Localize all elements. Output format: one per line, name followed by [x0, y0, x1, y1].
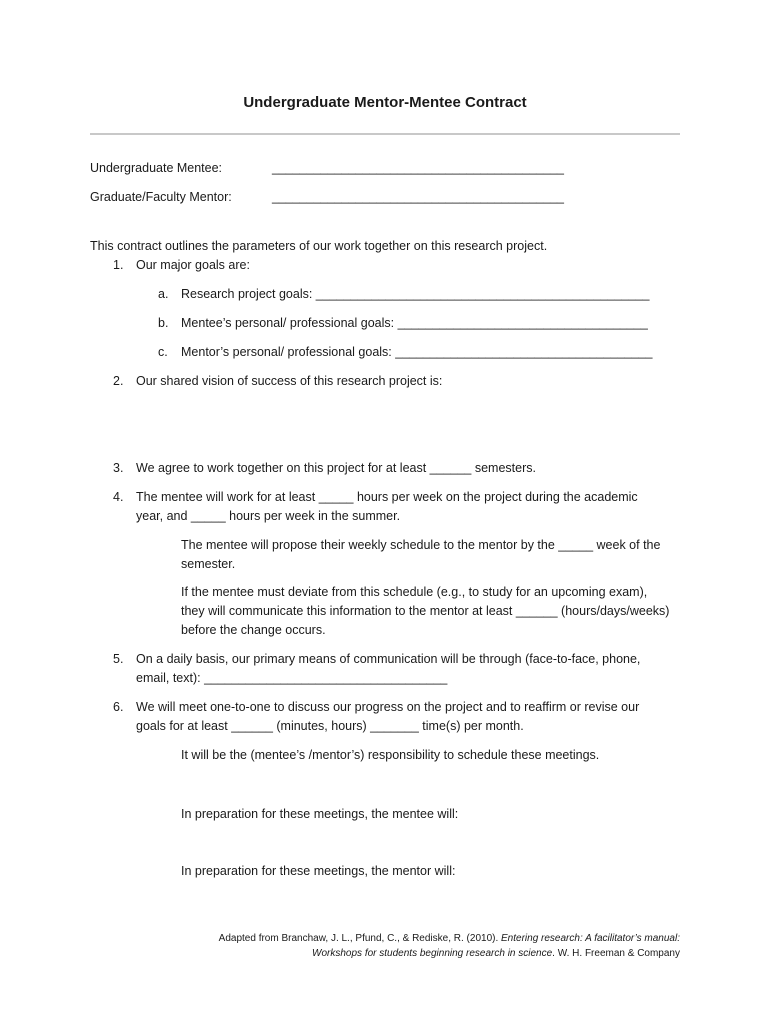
item-1c-text: Mentor’s personal/ professional goals: _____________________________________	[181, 345, 653, 359]
item-1a-text: Research project goals: ________________________________________________	[181, 287, 650, 301]
citation-line-2	[219, 946, 680, 961]
citation-publisher: . W. H. Freeman & Company	[552, 948, 680, 959]
page-title: Undergraduate Mentor-Mentee Contract	[243, 94, 527, 111]
item-1b-letter: b.	[158, 316, 169, 330]
item-4-text: The mentee will work for at least _____ hours per week on the project during the academic year, and _____ hours per week in the summer.	[136, 490, 638, 523]
item-6-responsibility-text: It will be the (mentee’s /mentor’s) responsibility to schedule these meetings.	[181, 748, 600, 762]
citation-line-1	[219, 931, 680, 946]
citation-title-part1: Entering research: A facilitator’s manual:	[501, 933, 680, 944]
mentor-label: Graduate/Faculty Mentor:	[90, 190, 232, 204]
item-4-deviation-text: If the mentee must deviate from this schedule (e.g., to study for an upcoming exam), they will communicate this information to the mentor at least ______ (hours/days/weeks) before the change occurs.	[181, 585, 670, 637]
intro-text: This contract outlines the parameters of our work together on this research project.	[90, 239, 548, 253]
item-1-number: 1.	[113, 258, 124, 272]
item-1-text: Our major goals are:	[136, 258, 250, 272]
item-5-text: On a daily basis, our primary means of communication will be through (face-to-face, phone, email, text): ___________________________________	[136, 652, 641, 685]
item-4-number: 4.	[113, 490, 124, 504]
title-divider	[90, 133, 680, 135]
item-3-number: 3.	[113, 461, 124, 475]
item-6-number: 6.	[113, 700, 124, 714]
citation-footer	[219, 931, 680, 961]
item-6-text: We will meet one-to-one to discuss our progress on the project and to reaffirm or revise our goals for at least ______ (minutes, hours) _______ time(s) per month.	[136, 700, 640, 733]
mentee-blank: __________________________________________	[272, 161, 564, 175]
item-3-text: We agree to work together on this project for at least ______ semesters.	[136, 461, 536, 475]
citation-title-part2: Workshops for students beginning research in science	[312, 948, 553, 959]
mentor-blank: __________________________________________	[272, 190, 564, 204]
mentee-label: Undergraduate Mentee:	[90, 161, 223, 175]
item-1a-letter: a.	[158, 287, 169, 301]
item-2-text: Our shared vision of success of this research project is:	[136, 374, 443, 388]
item-6-mentor-prep-text: In preparation for these meetings, the mentor will:	[181, 864, 456, 878]
citation-authors: Adapted from Branchaw, J. L., Pfund, C., & Rediske, R. (2010).	[218, 933, 502, 944]
item-2-number: 2.	[113, 374, 124, 388]
item-1b-text: Mentee’s personal/ professional goals: ____________________________________	[181, 316, 648, 330]
item-6-mentee-prep-text: In preparation for these meetings, the mentee will:	[181, 807, 459, 821]
item-4-schedule-text: The mentee will propose their weekly schedule to the mentor by the _____ week of the semester.	[181, 538, 661, 571]
item-5-number: 5.	[113, 652, 124, 666]
item-1c-letter: c.	[158, 345, 168, 359]
